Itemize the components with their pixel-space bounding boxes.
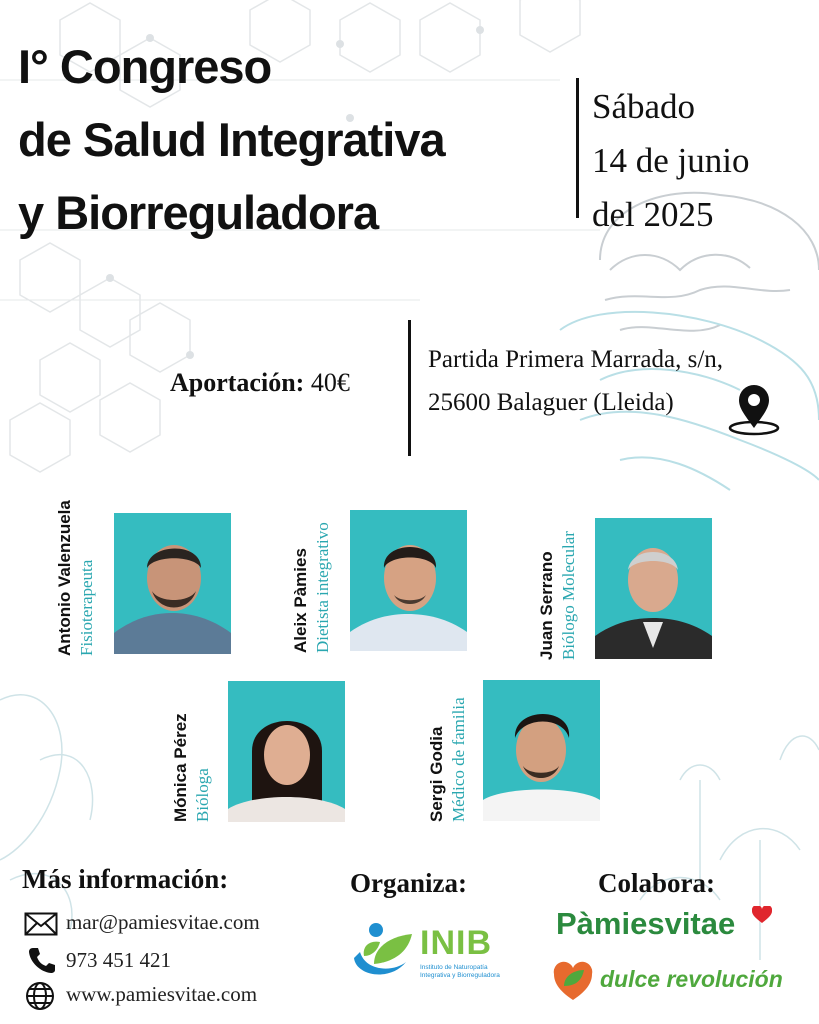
speaker-label-antonio: [54, 500, 98, 656]
event-address: [428, 338, 723, 424]
phone-icon: [28, 946, 56, 974]
speaker-label-aleix: [290, 522, 334, 653]
speaker-label-sergi: [426, 697, 470, 822]
speaker-label-monica: [170, 713, 214, 822]
date-line-3: del 2025: [592, 195, 714, 234]
inib-logo-subtitle-2: Integrativa y Biorreguladora: [420, 972, 500, 979]
speaker-role: Fisioterapeuta: [77, 559, 96, 656]
pamiesvitae-logo: [556, 906, 776, 946]
organiza-heading: Organiza:: [350, 868, 467, 898]
event-title: [18, 30, 445, 249]
leaf-heart-icon: [552, 960, 594, 1002]
date-line-2: 14 de junio: [592, 141, 750, 180]
website-link[interactable]: www.pamiesvitae.com: [66, 982, 258, 1006]
speaker-role: Médico de familia: [449, 697, 468, 822]
address-line-1: Partida Primera Marrada, s/n,: [428, 346, 724, 373]
speaker-photo-monica: [228, 681, 345, 822]
inib-logo-subtitle-1: Instituto de Naturopatía: [420, 964, 488, 971]
email-link[interactable]: mar@pamiesvitae.com: [66, 910, 260, 934]
title-line-3: y Biorreguladora: [18, 186, 379, 239]
inib-logo-text: INIB: [420, 924, 492, 962]
speaker-name: Juan Serrano: [537, 551, 556, 660]
speaker-photo-aleix: [350, 510, 467, 651]
phone-number: 973 451 421: [66, 948, 171, 972]
mail-icon: [24, 912, 58, 936]
speaker-role: Bióloga: [193, 768, 212, 822]
speaker-photo-juan: [595, 518, 712, 659]
globe-icon: [24, 980, 56, 1012]
speaker-photo-sergi: [483, 680, 600, 821]
speaker-photo-antonio: [114, 513, 231, 654]
fee: [170, 368, 350, 398]
dulce-revolucion-text: dulce revolución: [600, 966, 783, 992]
pamiesvitae-logo-text: Pàmiesvitae: [556, 906, 736, 941]
location-pin-icon: [726, 384, 782, 436]
dulce-revolucion-logo: [552, 958, 802, 1006]
heart-icon: [752, 906, 772, 924]
speaker-label-juan: [536, 531, 580, 660]
title-line-1: I° Congreso: [18, 40, 272, 93]
speaker-name: Antonio Valenzuela: [55, 500, 74, 656]
inib-logo: [350, 918, 520, 988]
event-date: [592, 80, 749, 242]
speaker-role: Dietista integrativo: [313, 522, 332, 653]
colabora-heading: Colabora:: [598, 868, 715, 898]
date-line-1: Sábado: [592, 87, 696, 126]
info-heading: Más información:: [22, 864, 229, 894]
speaker-role: Biólogo Molecular: [559, 531, 578, 660]
speaker-name: Mónica Pérez: [171, 713, 190, 822]
date-divider: [576, 78, 579, 218]
speaker-name: Sergi Godia: [427, 726, 446, 822]
fee-value: 40€: [310, 368, 350, 397]
fee-label: Aportación:: [170, 368, 305, 397]
speaker-name: Aleix Pàmies: [291, 548, 310, 653]
address-line-2: 25600 Balaguer (Lleida): [428, 389, 674, 416]
address-divider: [408, 320, 411, 456]
inib-leaf-icon: [350, 918, 416, 984]
title-line-2: de Salud Integrativa: [18, 113, 445, 166]
